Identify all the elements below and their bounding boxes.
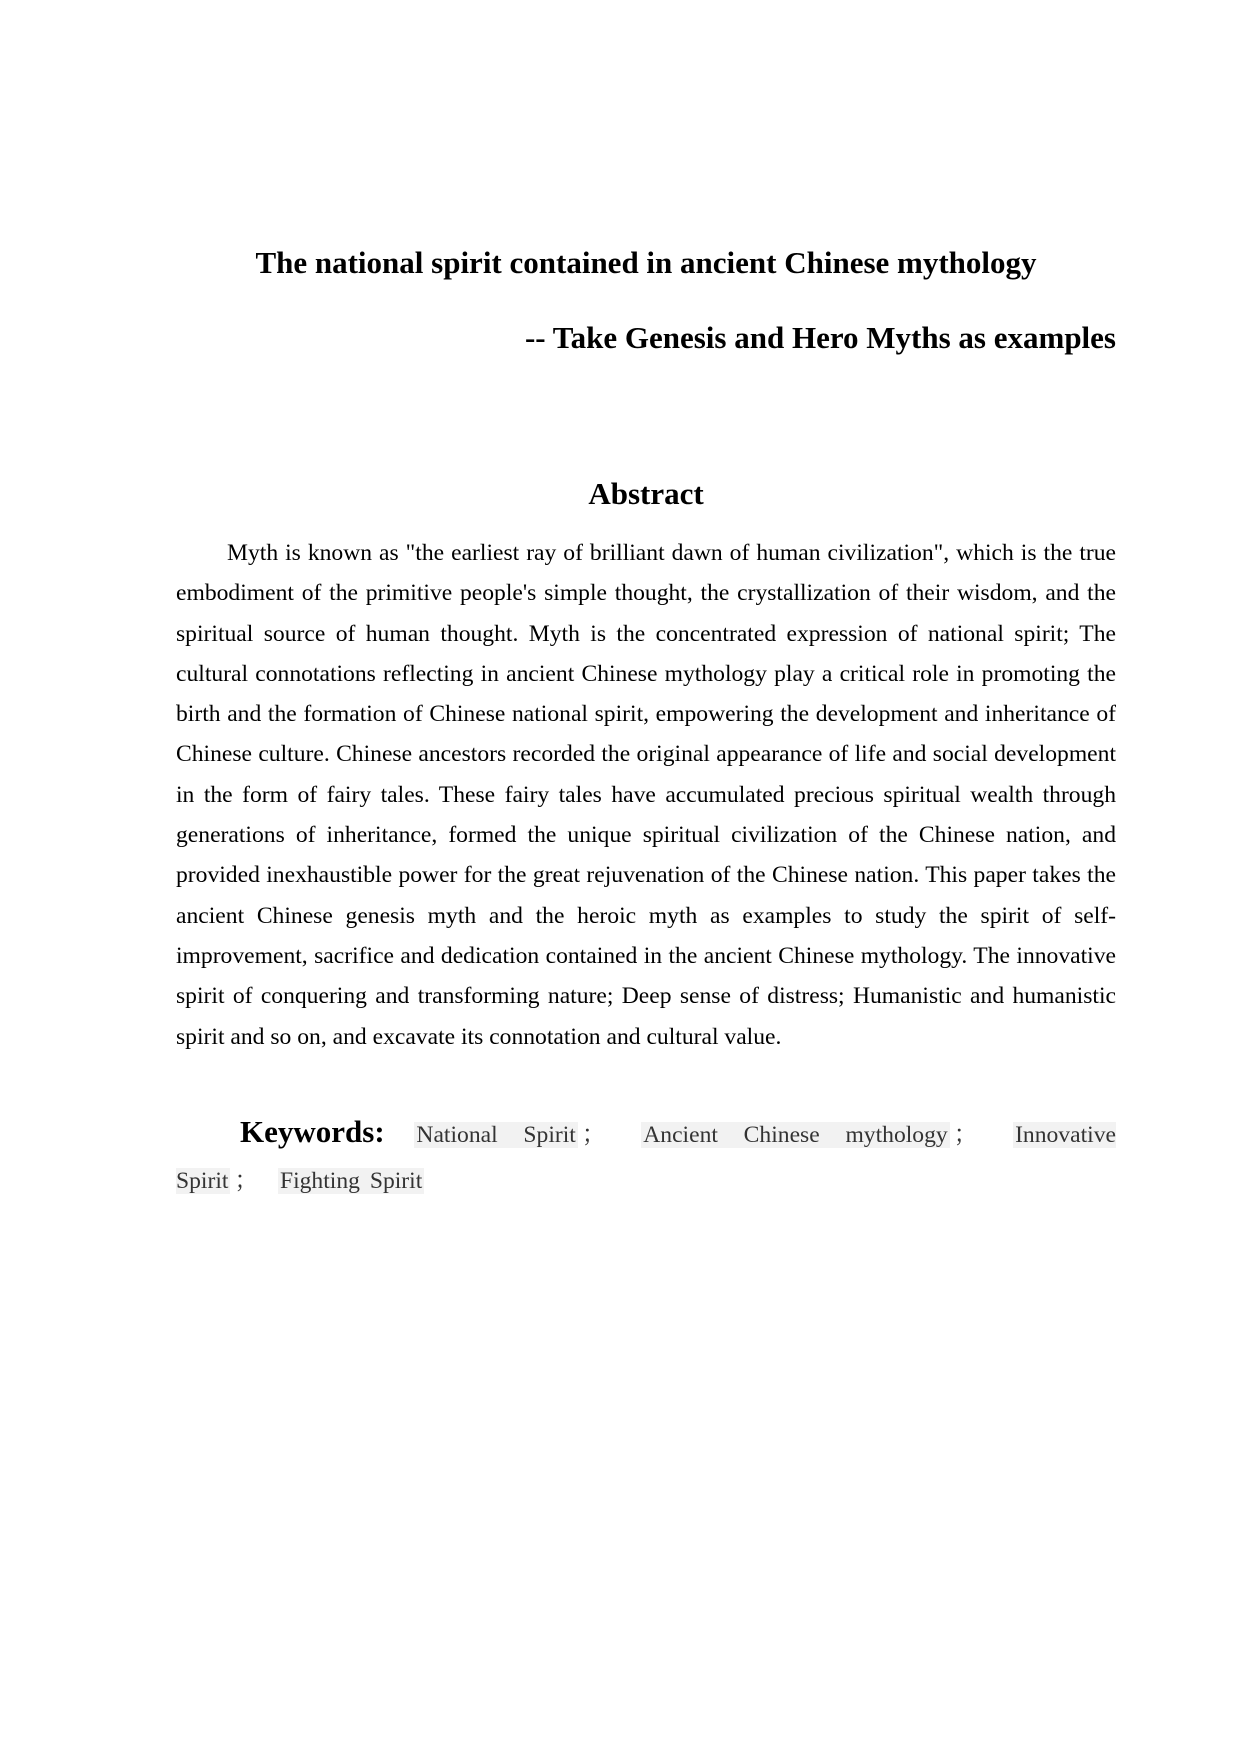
abstract-heading: Abstract [588, 476, 704, 511]
paper-subtitle: -- Take Genesis and Hero Myths as examples [524, 320, 1116, 355]
keyword-item: National Spirit [416, 1122, 576, 1148]
keyword-separator: ； [953, 1122, 978, 1148]
keyword-separator: ； [234, 1168, 259, 1194]
keywords-section [176, 1109, 1116, 1204]
keywords-label: Keywords: [240, 1114, 385, 1149]
keyword-item: Fighting Spirit [279, 1168, 423, 1194]
keyword-separator: ； [581, 1122, 606, 1148]
keyword-item: Ancient Chinese mythology [643, 1122, 948, 1148]
keyword-item: Innovative Spirit [176, 1122, 1116, 1194]
paper-title: The national spirit contained in ancient Chinese mythology [255, 245, 1037, 280]
abstract-body: Myth is known as "the earliest ray of brilliant dawn of human civilization", which is the true embodiment of the primitive people's simple thought, the crystallization of their wisdom, and the spiritual source of human thought. Myth is the concentrated expression of national spirit; The cultural connotations reflecting in ancient Chinese mythology play a critical role in promoting the birth and the formation of Chinese national spirit, empowering the development and inheritance of Chinese culture. Chinese ancestors recorded the original appearance of life and social development in the form of fairy tales. These fairy tales have accumulated precious spiritual wealth through generations of inheritance, formed the unique spiritual civilization of the Chinese nation, and provided inexhaustible power for the great rejuvenation of the Chinese nation. This paper takes the ancient Chinese genesis myth and the heroic myth as examples to study the spirit of self-improvement, sacrifice and dedication contained in the ancient Chinese mythology. The innovative spirit of conquering and transforming nature; Deep sense of distress; Humanistic and humanistic spirit and so on, and excavate its connotation and cultural value. [176, 540, 1116, 1050]
